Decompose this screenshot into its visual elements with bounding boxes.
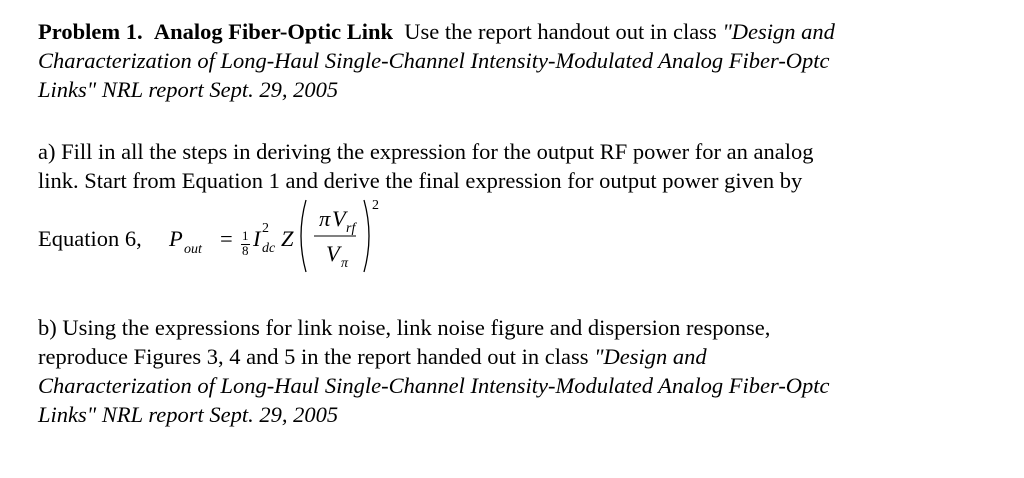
problem-intro-text: Use the report handout out in class [404, 19, 723, 44]
part-b [38, 313, 998, 429]
problem-statement [38, 17, 998, 104]
part-a [38, 137, 998, 195]
report-title-middle: Characterization of Long-Haul Single-Channel Intensity-Modulated Analog Fiber-Optc [38, 48, 830, 73]
report-title-end: Links" NRL report Sept. 29, 2005 [38, 77, 339, 102]
part-a-line-1: a) Fill in all the steps in deriving the expression for the output RF power for an analog [38, 139, 814, 164]
eq-voltage-denominator: V [326, 241, 340, 266]
part-a-line-2: link. Start from Equation 1 and derive the final expression for output power given by [38, 168, 803, 193]
eq-power-symbol: P [169, 226, 183, 251]
eq-frac-denominator: 8 [242, 243, 249, 258]
eq-pi-numerator: π [319, 206, 331, 231]
part-b-report-title-end: Links" NRL report Sept. 29, 2005 [38, 402, 339, 427]
eq-impedance-symbol: Z [281, 226, 294, 251]
problem-heading: Problem 1. [38, 19, 143, 44]
eq-current-superscript: 2 [262, 221, 269, 236]
problem-title: Analog Fiber-Optic Link [153, 19, 394, 44]
eq-outer-exponent: 2 [372, 198, 379, 213]
problem-line-1 [38, 17, 998, 46]
equation-6 [38, 196, 538, 276]
eq-current-subscript: dc [262, 241, 276, 256]
eq-equals: = [220, 226, 233, 251]
part-b-line-2-text: reproduce Figures 3, 4 and 5 in the report handed out in class [38, 344, 595, 369]
part-b-line-2 [38, 342, 998, 371]
eq-voltage-pi-subscript: π [341, 256, 349, 271]
part-b-report-title-middle: Characterization of Long-Haul Single-Channel Intensity-Modulated Analog Fiber-Optc [38, 373, 830, 398]
eq-current-symbol: I [253, 226, 261, 251]
report-title-start: "Design and [722, 19, 835, 44]
part-b-line-1: b) Using the expressions for link noise, link noise figure and dispersion response, [38, 315, 771, 340]
eq-voltage-rf-subscript: rf [346, 221, 356, 236]
eq-frac-numerator: 1 [242, 228, 249, 243]
eq-voltage-numerator: V [332, 206, 346, 231]
part-b-report-title-start: "Design and [594, 344, 707, 369]
equation-label: Equation 6, [38, 226, 142, 251]
eq-power-subscript: out [184, 242, 202, 257]
